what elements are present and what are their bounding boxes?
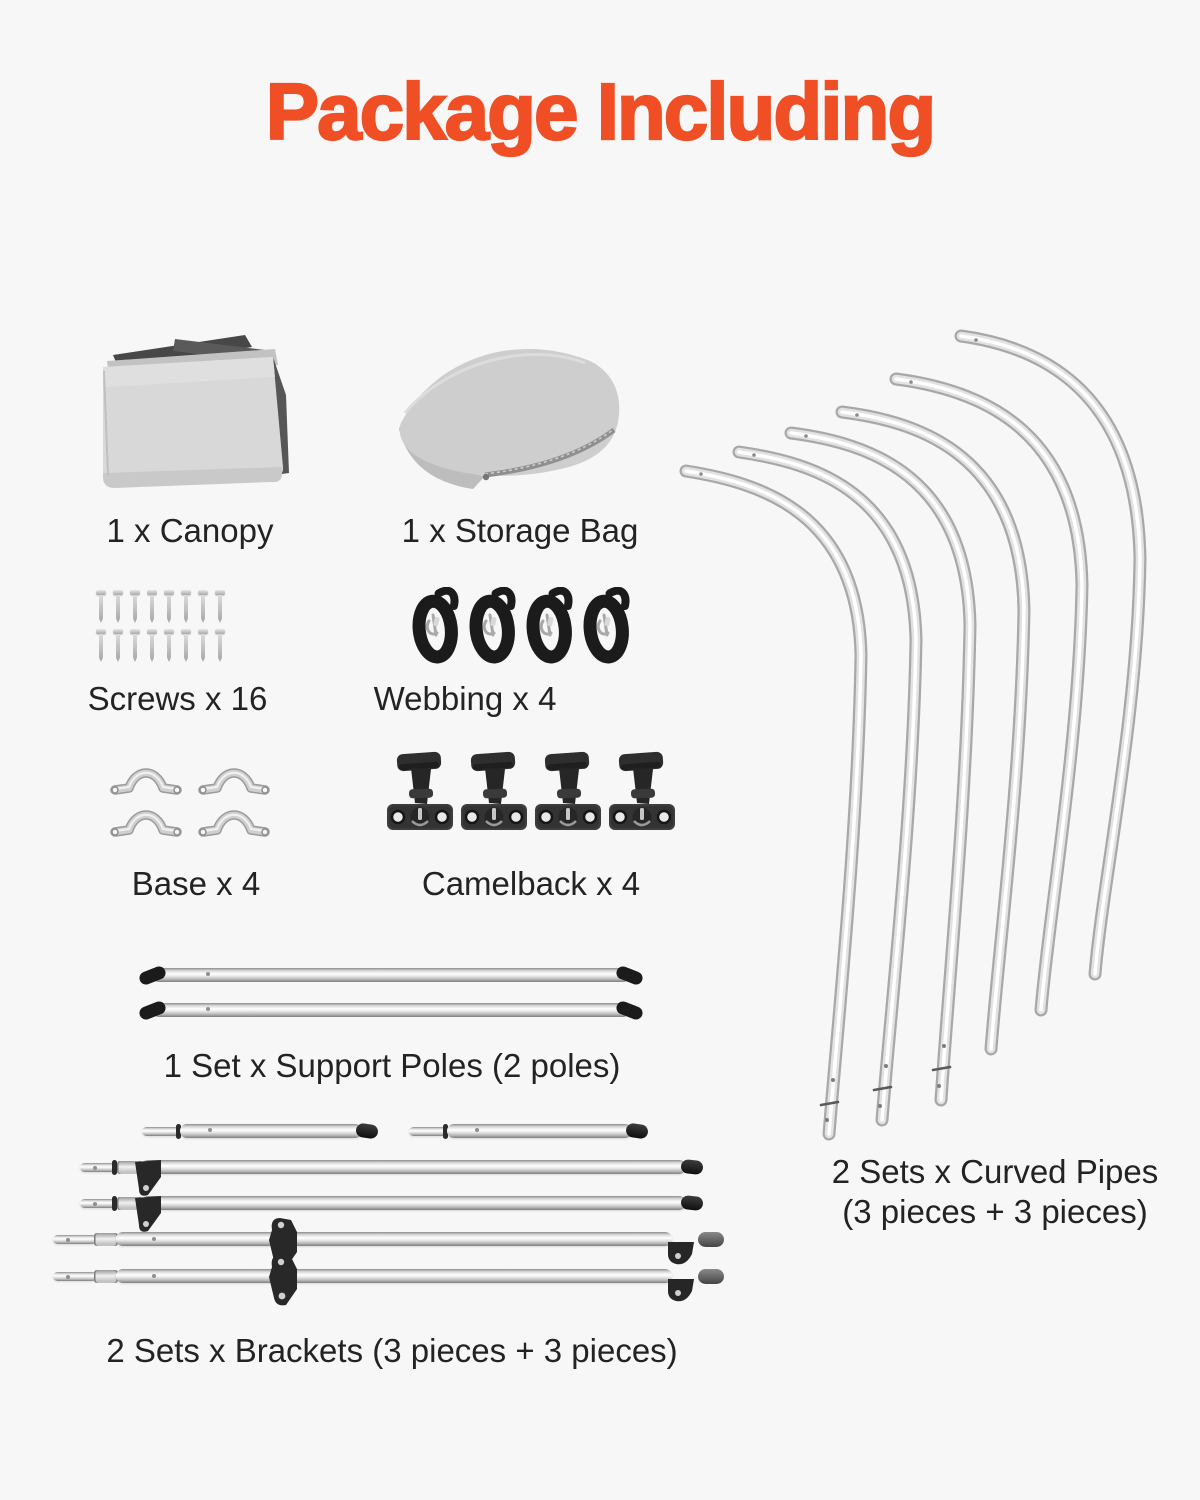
canopy-label: 1 x Canopy bbox=[106, 512, 274, 549]
screw-figure bbox=[181, 629, 191, 662]
screw-figure bbox=[130, 629, 140, 662]
screw-figure bbox=[113, 629, 123, 662]
storage-bag-label: 1 x Storage Bag bbox=[401, 512, 639, 549]
bracket-swivel-clamp bbox=[265, 1253, 301, 1307]
curved-pipe-figure bbox=[686, 471, 861, 1134]
bracket-clamp bbox=[133, 1157, 163, 1197]
screw-figure bbox=[198, 590, 208, 623]
canopy-image bbox=[95, 325, 290, 495]
curved-pipes-label-line1: 2 Sets x Curved Pipes bbox=[831, 1153, 1159, 1190]
base-strap-figure bbox=[194, 757, 274, 797]
base-group bbox=[106, 757, 274, 839]
camelback-group bbox=[386, 751, 676, 839]
webbing-label: Webbing x 4 bbox=[373, 680, 557, 717]
camelback-figure bbox=[534, 751, 602, 839]
bracket-end-fitting bbox=[666, 1277, 696, 1304]
curved-pipes-label-line2: (3 pieces + 3 pieces) bbox=[842, 1193, 1148, 1231]
camelback-label: Camelback x 4 bbox=[421, 865, 641, 902]
curved-pipe-figure bbox=[896, 379, 1082, 1010]
webbing-group bbox=[412, 587, 631, 665]
storage-bag-image bbox=[385, 325, 635, 500]
screw-figure bbox=[96, 590, 106, 623]
screw-figure bbox=[164, 629, 174, 662]
screw-figure bbox=[215, 629, 225, 662]
screw-figure bbox=[198, 629, 208, 662]
curved-pipes-image bbox=[645, 318, 1155, 1150]
screw-figure bbox=[147, 629, 157, 662]
camelback-figure bbox=[386, 751, 454, 839]
support-pole-figure bbox=[152, 968, 630, 982]
screw-figure bbox=[164, 590, 174, 623]
webbing-coil-figure bbox=[412, 587, 460, 665]
base-strap-figure bbox=[106, 757, 186, 797]
webbing-coil-figure bbox=[583, 587, 631, 665]
curved-pipes-label bbox=[795, 1152, 1195, 1233]
screw-figure bbox=[181, 590, 191, 623]
screw-figure bbox=[215, 590, 225, 623]
page-title: Package Including bbox=[265, 67, 935, 156]
screw-figure bbox=[113, 590, 123, 623]
base-strap-figure bbox=[106, 799, 186, 839]
screw-figure bbox=[96, 629, 106, 662]
screw-figure bbox=[130, 590, 140, 623]
screws-label: Screws x 16 bbox=[87, 680, 268, 717]
screw-figure bbox=[147, 590, 157, 623]
bracket-end-fitting bbox=[666, 1240, 696, 1267]
base-label: Base x 4 bbox=[131, 865, 261, 902]
bracket-clamp bbox=[133, 1193, 163, 1233]
brackets-label: 2 Sets x Brackets (3 pieces + 3 pieces) bbox=[106, 1332, 678, 1369]
support-pole-figure bbox=[152, 1003, 630, 1017]
camelback-figure bbox=[460, 751, 528, 839]
webbing-coil-figure bbox=[526, 587, 574, 665]
webbing-coil-figure bbox=[469, 587, 517, 665]
screws-group bbox=[96, 590, 236, 662]
support-poles-label: 1 Set x Support Poles (2 poles) bbox=[163, 1047, 621, 1084]
base-strap-figure bbox=[194, 799, 274, 839]
